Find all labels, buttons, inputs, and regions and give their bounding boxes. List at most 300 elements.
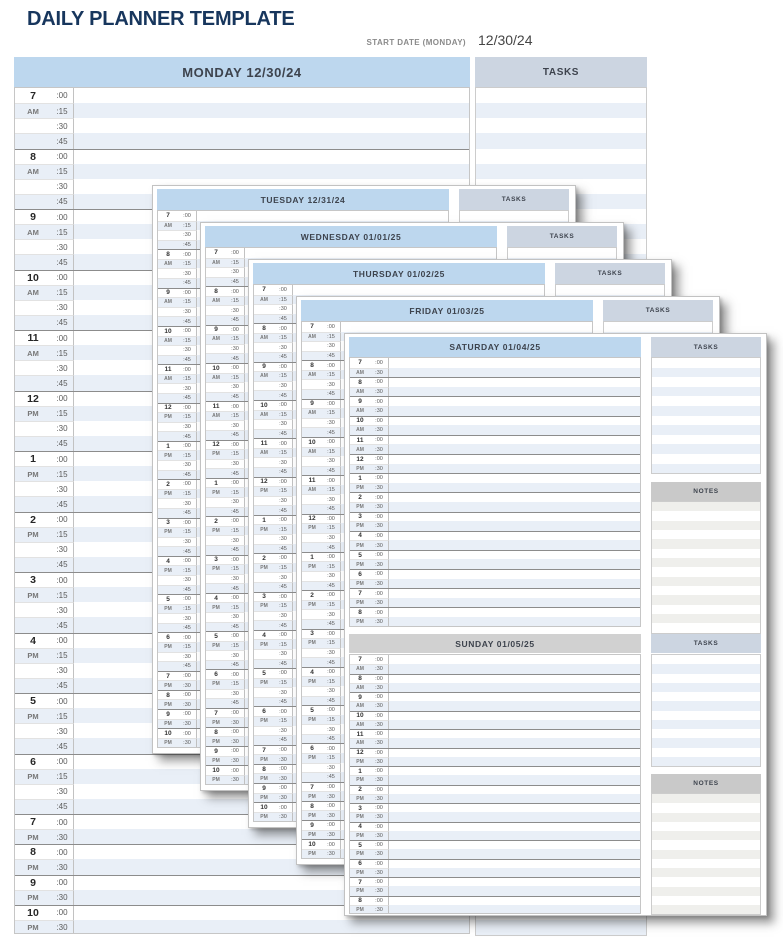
hour-label: 9 (30, 211, 36, 224)
note-row[interactable] (652, 905, 760, 914)
minute-label: :00 (178, 365, 197, 374)
note-row[interactable] (652, 877, 760, 886)
note-row[interactable] (652, 850, 760, 859)
task-row[interactable] (652, 655, 760, 664)
task-row[interactable] (652, 692, 760, 701)
minute-label: :00 (51, 845, 74, 859)
day-header: FRIDAY 01/03/25 (301, 300, 593, 321)
period-label (302, 466, 322, 476)
task-row[interactable] (652, 701, 760, 710)
note-row[interactable] (652, 794, 760, 803)
minute-label: :15 (178, 642, 197, 652)
period-label (158, 661, 178, 671)
minute-label: :00 (370, 860, 389, 868)
task-row[interactable] (476, 133, 646, 148)
minute-label: :45 (226, 353, 245, 363)
task-row[interactable] (508, 248, 616, 258)
hour-label: 9 (358, 693, 362, 701)
period-label: PM (206, 775, 226, 785)
schedule-cell[interactable] (389, 823, 640, 831)
schedule-cell[interactable] (389, 483, 640, 493)
notes-header: NOTES (651, 774, 761, 793)
period-label: PM (206, 736, 226, 746)
note-row[interactable] (652, 567, 760, 576)
task-row[interactable] (652, 711, 760, 720)
schedule-cell[interactable] (389, 905, 640, 914)
schedule-cell[interactable] (389, 868, 640, 877)
period-label: PM (254, 486, 274, 496)
schedule-cell[interactable] (389, 474, 640, 483)
task-row-list (651, 654, 761, 767)
schedule-cell[interactable] (389, 493, 640, 502)
task-row[interactable] (652, 406, 760, 416)
time-row (350, 396, 640, 406)
schedule-cell[interactable] (389, 655, 640, 664)
minute-label: :00 (274, 516, 293, 525)
hour-label: 9 (214, 747, 218, 755)
minute-label: :00 (370, 823, 389, 831)
time-row (350, 425, 640, 435)
period-label (158, 240, 178, 250)
hour-label: 7 (358, 590, 362, 598)
note-row-list (651, 501, 761, 634)
start-date-value[interactable]: 12/30/24 (478, 32, 533, 48)
note-row[interactable] (652, 595, 760, 604)
hour-label: 10 (212, 767, 220, 774)
schedule-cell[interactable] (389, 878, 640, 886)
time-row (350, 859, 640, 868)
minute-label: :30 (370, 905, 389, 914)
period-label (15, 239, 51, 254)
minute-label: :45 (322, 389, 341, 399)
schedule-cell[interactable] (389, 436, 640, 445)
hour-label: 7 (166, 212, 170, 220)
note-row[interactable] (652, 896, 760, 905)
time-row (350, 607, 640, 617)
schedule-cell[interactable] (389, 406, 640, 416)
minute-label: :30 (226, 497, 245, 507)
minute-label: :00 (226, 766, 245, 775)
time-row (15, 88, 469, 103)
schedule-cell[interactable] (389, 455, 640, 464)
minute-label: :00 (178, 327, 197, 336)
time-row (350, 886, 640, 895)
minute-label: :45 (178, 431, 197, 441)
task-row[interactable] (652, 416, 760, 426)
task-row[interactable] (652, 664, 760, 673)
hour-label: 11 (260, 440, 268, 448)
minute-label: :45 (178, 585, 197, 595)
schedule-cell[interactable] (389, 387, 640, 397)
task-row[interactable] (652, 387, 760, 397)
note-row[interactable] (652, 549, 760, 558)
period-label (15, 602, 51, 617)
period-label (302, 686, 322, 696)
schedule-cell[interactable] (389, 804, 640, 812)
time-row (158, 211, 448, 221)
minute-label: :00 (51, 876, 74, 890)
time-row (350, 502, 640, 512)
period-label: AM (254, 448, 274, 458)
period-label (254, 429, 274, 439)
minute-label: :15 (178, 336, 197, 346)
period-label (158, 345, 178, 355)
task-row[interactable] (604, 322, 712, 332)
schedule-cell[interactable] (389, 378, 640, 387)
schedule-cell[interactable] (389, 749, 640, 757)
minute-label: :00 (370, 493, 389, 502)
note-row[interactable] (652, 502, 760, 511)
task-row[interactable] (652, 435, 760, 445)
schedule-cell[interactable] (389, 559, 640, 569)
tasks-header: TASKS (603, 300, 713, 321)
time-row (350, 492, 640, 502)
note-row[interactable] (652, 511, 760, 520)
schedule-cell[interactable] (389, 551, 640, 560)
task-row[interactable] (652, 674, 760, 683)
minute-label: :15 (274, 563, 293, 573)
time-row (350, 877, 640, 886)
note-row[interactable] (652, 539, 760, 548)
note-row[interactable] (652, 868, 760, 877)
task-row[interactable] (476, 920, 646, 935)
schedule-cell[interactable] (389, 693, 640, 701)
minute-label: :00 (322, 591, 341, 600)
period-label (254, 419, 274, 429)
minute-label: :45 (274, 352, 293, 362)
minute-label: :45 (178, 393, 197, 403)
period-label: AM (350, 738, 370, 747)
minute-label: :30 (322, 609, 341, 619)
hour-label: 4 (214, 594, 218, 602)
minute-label: :30 (370, 444, 389, 454)
period-label: AM (158, 336, 178, 346)
schedule-cell[interactable] (389, 502, 640, 512)
minute-label: :00 (322, 361, 341, 370)
task-row[interactable] (476, 164, 646, 179)
minute-label: :15 (322, 408, 341, 418)
task-row[interactable] (460, 211, 568, 221)
period-label (206, 574, 226, 584)
schedule-cell[interactable] (389, 712, 640, 720)
task-row[interactable] (652, 683, 760, 692)
minute-label: :15 (226, 449, 245, 459)
period-label: AM (302, 370, 322, 380)
hour-label: 4 (358, 823, 362, 831)
note-row[interactable] (652, 813, 760, 822)
schedule-cell[interactable] (389, 730, 640, 738)
schedule-cell[interactable] (389, 579, 640, 589)
schedule-cell[interactable] (389, 368, 640, 378)
minute-label: :45 (226, 392, 245, 402)
start-date-label: START DATE (MONDAY) (366, 38, 466, 47)
minute-label: :00 (51, 573, 74, 587)
task-row[interactable] (652, 738, 760, 747)
schedule-cell[interactable] (389, 589, 640, 598)
schedule-cell[interactable] (74, 133, 469, 148)
minute-label: :00 (322, 630, 341, 639)
period-label: PM (350, 886, 370, 895)
minute-label: :30 (226, 305, 245, 315)
period-label (254, 467, 274, 477)
period-label: PM (15, 466, 51, 481)
task-row[interactable] (652, 464, 760, 474)
minute-label: :30 (178, 498, 197, 508)
schedule-cell[interactable] (389, 358, 640, 368)
task-row[interactable] (652, 396, 760, 406)
period-label (15, 723, 51, 738)
hour-label: 11 (27, 332, 39, 345)
schedule-cell[interactable] (389, 812, 640, 821)
period-label (254, 342, 274, 352)
minute-label: :45 (226, 277, 245, 287)
minute-label: :00 (370, 474, 389, 483)
task-row[interactable] (476, 103, 646, 118)
hour-label: 10 (212, 364, 220, 372)
task-row[interactable] (652, 425, 760, 435)
schedule-cell[interactable] (389, 775, 640, 784)
minute-label: :00 (370, 608, 389, 617)
hour-label: 11 (212, 403, 220, 411)
time-row (350, 368, 640, 378)
page-saturday-sunday (344, 333, 767, 916)
task-row[interactable] (476, 149, 646, 164)
schedule-cell[interactable] (341, 322, 592, 332)
hour-label: 5 (214, 632, 218, 640)
time-row (350, 868, 640, 877)
minute-label: :30 (226, 775, 245, 785)
period-label: PM (302, 523, 322, 533)
minute-label: :15 (51, 345, 74, 360)
schedule-cell[interactable] (389, 464, 640, 474)
period-label (254, 352, 274, 362)
period-label (206, 267, 226, 277)
hour-label: 3 (262, 593, 266, 601)
minute-label: :45 (178, 546, 197, 556)
note-row[interactable] (652, 530, 760, 539)
period-label: AM (302, 485, 322, 495)
minute-label: :30 (51, 602, 74, 617)
note-row[interactable] (652, 586, 760, 595)
schedule-cell[interactable] (389, 757, 640, 766)
period-label: AM (350, 664, 370, 673)
period-label (254, 534, 274, 544)
note-row[interactable] (652, 887, 760, 896)
task-row[interactable] (652, 748, 760, 757)
period-label (254, 304, 274, 314)
minute-label: :45 (51, 678, 74, 693)
period-label (302, 389, 322, 399)
minute-label: :45 (51, 496, 74, 511)
period-label: PM (350, 775, 370, 784)
note-row[interactable] (652, 822, 760, 831)
period-label: PM (302, 638, 322, 648)
minute-label: :30 (178, 652, 197, 662)
schedule-cell[interactable] (389, 720, 640, 729)
minute-label: :45 (226, 545, 245, 555)
schedule-cell[interactable] (389, 897, 640, 905)
period-label: AM (302, 408, 322, 418)
hour-label: 9 (262, 784, 266, 792)
period-label (158, 383, 178, 393)
minute-label: :30 (51, 784, 74, 799)
schedule-cell[interactable] (389, 675, 640, 683)
schedule-cell[interactable] (389, 521, 640, 531)
schedule-cell[interactable] (74, 150, 469, 164)
hour-label: 10 (356, 712, 364, 720)
schedule-cell[interactable] (389, 849, 640, 858)
task-row[interactable] (652, 454, 760, 464)
period-label: PM (302, 753, 322, 763)
task-row[interactable] (476, 88, 646, 103)
task-row[interactable] (652, 720, 760, 729)
task-row[interactable] (556, 285, 664, 295)
note-row[interactable] (652, 605, 760, 614)
schedule-cell[interactable] (389, 417, 640, 426)
schedule-cell[interactable] (389, 608, 640, 617)
minute-label: :00 (226, 517, 245, 526)
minute-label: :00 (51, 331, 74, 345)
time-row (350, 454, 640, 464)
hour-label: 10 (356, 417, 364, 425)
time-row (15, 118, 469, 133)
minute-label: :30 (370, 868, 389, 877)
schedule-cell[interactable] (389, 617, 640, 627)
schedule-cell[interactable] (245, 248, 496, 258)
task-row[interactable] (652, 368, 760, 378)
minute-label: :30 (322, 418, 341, 428)
time-row (350, 512, 640, 522)
minute-label: :30 (370, 540, 389, 550)
time-row (350, 701, 640, 710)
period-label (15, 315, 51, 330)
hour-label: 6 (358, 860, 362, 868)
minute-label: :00 (226, 632, 245, 641)
minute-label: :30 (226, 650, 245, 660)
hour-label: 9 (358, 398, 362, 406)
minute-label: :15 (322, 638, 341, 648)
minute-label: :15 (51, 769, 74, 784)
schedule-cell[interactable] (293, 285, 544, 295)
time-row (350, 569, 640, 579)
time-row (350, 655, 640, 664)
schedule-cell[interactable] (74, 920, 469, 934)
period-label (302, 571, 322, 581)
schedule-cell[interactable] (74, 103, 469, 118)
note-row[interactable] (652, 558, 760, 567)
note-row[interactable] (652, 840, 760, 849)
hour-label: 2 (30, 513, 36, 526)
minute-label: :30 (322, 849, 341, 859)
schedule-cell[interactable] (389, 444, 640, 454)
period-label (206, 583, 226, 593)
schedule-cell[interactable] (389, 831, 640, 840)
time-row (350, 598, 640, 608)
time-row (350, 416, 640, 426)
minute-label: :00 (370, 675, 389, 683)
time-row (350, 775, 640, 784)
task-row[interactable] (652, 757, 760, 766)
schedule-cell[interactable] (389, 570, 640, 579)
schedule-cell[interactable] (74, 88, 469, 103)
time-row (350, 766, 640, 775)
minute-label: :30 (370, 701, 389, 710)
schedule-cell[interactable] (389, 886, 640, 895)
time-row (350, 738, 640, 747)
hour-label: 6 (214, 671, 218, 679)
note-row[interactable] (652, 803, 760, 812)
minute-label: :15 (226, 411, 245, 421)
schedule-cell[interactable] (389, 841, 640, 849)
schedule-cell[interactable] (389, 786, 640, 794)
minute-label: :30 (322, 686, 341, 696)
schedule-cell[interactable] (389, 532, 640, 541)
period-label: AM (254, 410, 274, 420)
note-row[interactable] (652, 577, 760, 586)
schedule-cell[interactable] (74, 118, 469, 133)
schedule-cell[interactable] (389, 425, 640, 435)
schedule-cell[interactable] (389, 664, 640, 673)
minute-label: :30 (178, 738, 197, 748)
task-row[interactable] (652, 444, 760, 454)
task-row[interactable] (652, 377, 760, 387)
note-row[interactable] (652, 614, 760, 623)
schedule-cell[interactable] (389, 397, 640, 406)
hour-label: 3 (310, 630, 314, 638)
period-label (254, 726, 274, 736)
schedule-cell[interactable] (389, 683, 640, 692)
period-label (302, 724, 322, 734)
task-row[interactable] (652, 358, 760, 368)
task-row[interactable] (476, 118, 646, 133)
schedule-cell[interactable] (389, 860, 640, 868)
time-row (206, 248, 496, 258)
note-row[interactable] (652, 859, 760, 868)
schedule-cell[interactable] (389, 598, 640, 608)
task-row[interactable] (652, 729, 760, 738)
tasks-header: TASKS (475, 57, 647, 87)
schedule-cell[interactable] (389, 794, 640, 803)
note-row[interactable] (652, 623, 760, 632)
time-row (350, 692, 640, 701)
schedule-cell[interactable] (389, 513, 640, 522)
minute-label: :15 (178, 450, 197, 460)
period-label: AM (158, 297, 178, 307)
note-row[interactable] (652, 831, 760, 840)
schedule-cell[interactable] (74, 164, 469, 179)
note-row[interactable] (652, 521, 760, 530)
hour-label: 12 (27, 392, 39, 405)
minute-label: :30 (226, 612, 245, 622)
minute-label: :00 (322, 438, 341, 447)
hour-label: 7 (358, 359, 362, 367)
period-label: AM (254, 295, 274, 305)
period-label (254, 572, 274, 582)
schedule-cell[interactable] (389, 738, 640, 747)
minute-label: :00 (51, 815, 74, 829)
minute-label: :00 (178, 442, 197, 451)
minute-label: :00 (178, 557, 197, 566)
time-row (350, 617, 640, 627)
schedule-cell[interactable] (389, 767, 640, 775)
schedule-cell[interactable] (197, 211, 448, 221)
minute-label: :30 (322, 494, 341, 504)
minute-label: :30 (226, 689, 245, 699)
schedule-cell[interactable] (389, 701, 640, 710)
minute-label: :00 (322, 400, 341, 409)
schedule-cell[interactable] (389, 540, 640, 550)
hour-label: 8 (310, 362, 314, 370)
